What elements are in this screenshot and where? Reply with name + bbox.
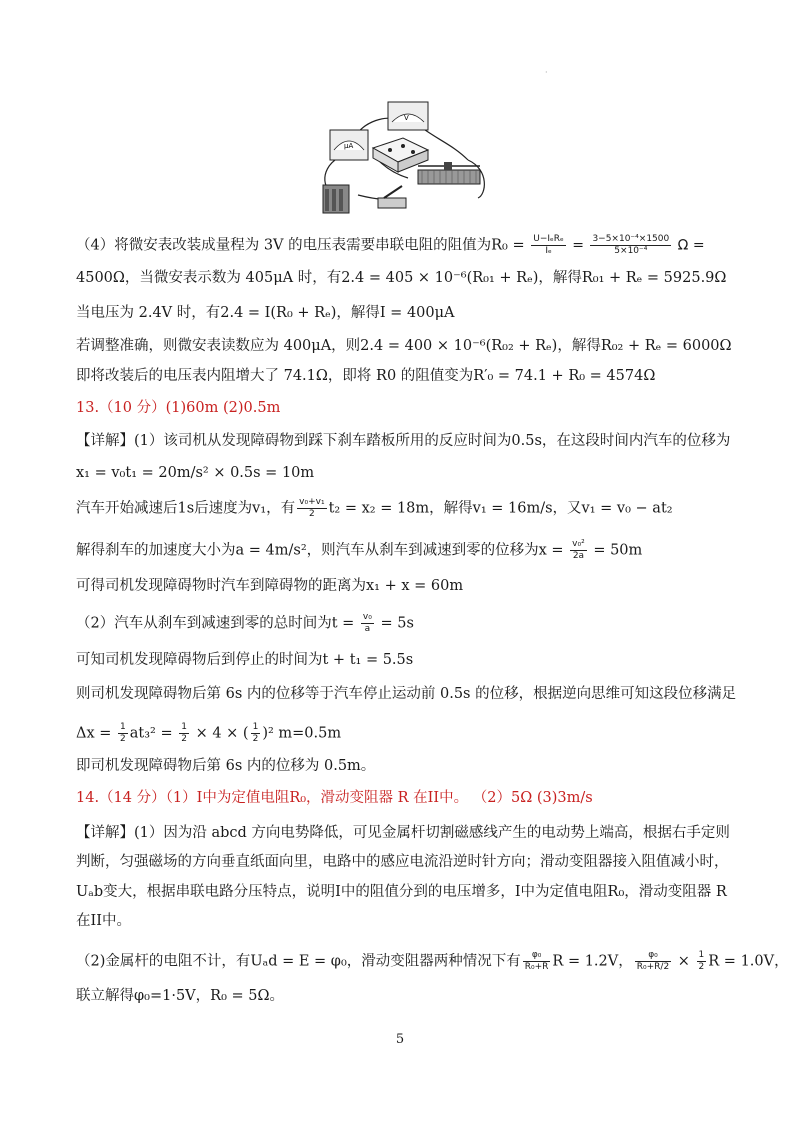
q13-line5: 可得司机发现障碍物时汽车到障碍物的距离为x₁ + x = 60m (76, 578, 464, 594)
voltmeter (388, 102, 428, 130)
q12-part4-line1: （4）将微安表改装成量程为 3V 的电压表需要串联电阻的阻值为R₀ = $\frac{\text{U−IₑRₑ}}{\text{Iₑ}}$ = $\frac{\text{3−5×10⁻⁴×1500}}{\text{5×10⁻⁴}}$ Ω = (76, 234, 705, 256)
fraction: $\frac{\text{v₀}}{a}$ (362, 612, 372, 634)
voltmeter-label: V (404, 114, 409, 122)
fraction: $\frac{\text{v₀²}}{2a}$ (572, 539, 585, 561)
q14-line3: Uₐb变大，根据串联电路分压特点，说明I中的阻值分到的电压增多，I中为定值电阻R₀，滑动变阻器 R (76, 884, 727, 900)
switch (378, 186, 406, 208)
q13-line1: 【详解】(1）该司机从发现障碍物到踩下刹车踏板所用的反应时间为0.5s，在这段时间内汽车的位移为 (76, 433, 731, 449)
fraction: $\frac{\text{U−IₑRₑ}}{\text{Iₑ}}$ (533, 234, 564, 256)
page-number: 5 (395, 1032, 405, 1047)
fraction: $\frac{1}{2}$ (698, 950, 705, 972)
q14-line5: （2)金属杆的电阻不计，有Uₐd = E = φ₀，滑动变阻器两种情况下有 $\frac{\text{φ₀}}{\text{R₀+R}}$ R = 1.2V， $\frac{\text{φ₀}}{\text{R₀+R/2}}$ × $\frac{1}{2}$ R = 1.0V， (76, 950, 789, 972)
circuit-diagram-figure (318, 100, 492, 218)
q14-line4: 在II中。 (76, 913, 131, 929)
microammeter (330, 130, 368, 160)
page-mark: · (545, 68, 548, 77)
q13-line10: 即司机发现障碍物后第 6s 内的位移为 0.5m。 (76, 758, 376, 774)
fraction: $\frac{1}{2}$ (181, 722, 187, 744)
q13-line2: x₁ = v₀t₁ = 20m/s² × 0.5s = 10m (76, 465, 315, 481)
q13-line3: 汽车开始减速后1s后速度为v₁，有 $\frac{\text{v₀+v₁}}{2}$ t₂ = x₂ = 18m，解得v₁ = 16m/s，又v₁ = v₀ − at₂ (76, 497, 673, 519)
fraction: $\frac{\text{v₀+v₁}}{2}$ (299, 497, 325, 519)
fraction: $\frac{1}{2}$ (120, 722, 126, 744)
q13-header: 13.（10 分）(1)60m (2)0.5m (76, 400, 281, 416)
rheostat (418, 162, 480, 184)
fraction: $\frac{1}{2}$ (252, 722, 259, 744)
q13-line6: （2）汽车从刹车到减速到零的总时间为t = $\frac{\text{v₀}}{a}$ = 5s (76, 612, 414, 634)
fraction: $\frac{\text{φ₀}}{\text{R₀+R/2}}$ (636, 950, 670, 972)
q12-part4-line4: 若调整准确，则微安表读数应为 400μA，则2.4 = 400 × 10⁻⁶(R₀₂ + Rₑ)，解得R₀₂ + Rₑ = 6000Ω (76, 338, 732, 354)
resistance-box (373, 138, 428, 172)
q14-line6: 联立解得φ₀=1·5V，R₀ = 5Ω。 (76, 988, 284, 1004)
q13-line7: 可知司机发现障碍物后到停止的时间为t + t₁ = 5.5s (76, 652, 414, 668)
q13-line8: 则司机发现障碍物后第 6s 内的位移等于汽车停止运动前 0.5s 的位移，根据逆向思维可知这段位移满足 (76, 686, 737, 702)
q12-part4-line3: 当电压为 2.4V 时，有2.4 = I(R₀ + Rₑ)，解得I = 400μA (76, 305, 455, 321)
q14-line1: 【详解】(1）因为沿 abcd 方向电势降低，可见金属杆切割磁感线产生的电动势上端高，根据右手定则 (76, 825, 730, 841)
q12-part4-line2: 4500Ω，当微安表示数为 405μA 时，有2.4 = 405 × 10⁻⁶(R₀₁ + Rₑ)，解得R₀₁ + Rₑ = 5925.9Ω (76, 270, 727, 286)
q12-part4-line5: 即将改装后的电压表内阻增大了 74.1Ω，即将 R0 的阻值变为R′₀ = 74.1 + R₀ = 4574Ω (76, 368, 656, 384)
fraction: $\frac{\text{3−5×10⁻⁴×1500}}{\text{5×10⁻⁴}}$ (592, 234, 670, 256)
fraction: $\frac{\text{φ₀}}{\text{R₀+R}}$ (524, 950, 549, 972)
q14-header: 14.（14 分）（1）I中为定值电阻R₀，滑动变阻器 R 在II中。 （2）5Ω (3)3m/s (76, 790, 593, 806)
battery (323, 185, 349, 213)
q14-line2: 判断，匀强磁场的方向垂直纸面向里，电路中的感应电流沿逆时针方向；滑动变阻器接入阻值减小时， (76, 854, 729, 870)
q13-line9: Δx = $\frac{1}{2}$ at₃² = $\frac{1}{2}$ × 4 × ( $\frac{1}{2}$ )² m=0.5m (76, 722, 342, 744)
microammeter-label: μA (344, 142, 354, 150)
q13-line4: 解得刹车的加速度大小为a = 4m/s²，则汽车从刹车到减速到零的位移为x = $\frac{\text{v₀²}}{2a}$ = 50m (76, 539, 643, 561)
